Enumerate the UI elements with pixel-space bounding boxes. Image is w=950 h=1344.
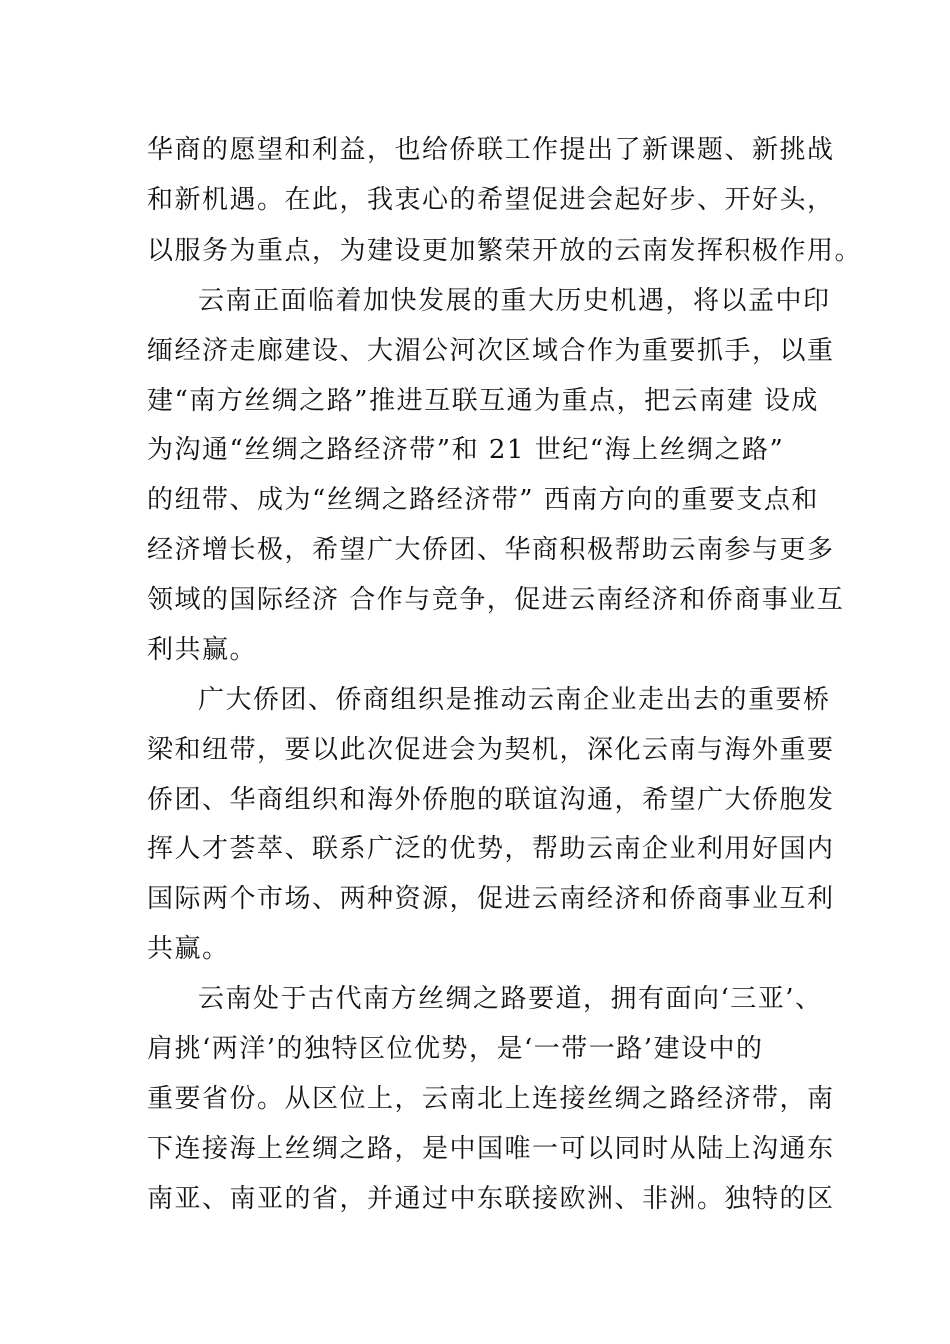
text-line: 梁和纽带，要以此次促进会为契机，深化云南与海外重要 [147, 735, 835, 765]
text-line: 挥人才荟萃、联系广泛的优势，帮助云南企业利用好国内 [147, 834, 835, 864]
text-line: 以服务为重点，为建设更加繁荣开放的云南发挥积极作用。 [147, 236, 863, 266]
text-line: 共赢。 [147, 934, 230, 964]
text-line: 为沟通“丝绸之路经济带”和 21 世纪“海上丝绸之路” [147, 435, 785, 465]
text-line: 领域的国际经济 合作与竞争，促进云南经济和侨商事业互 [147, 585, 845, 615]
text-line: 缅经济走廊建设、大湄公河次区域合作为重要抓手，以重 [147, 336, 835, 366]
text-line: 云南正面临着加快发展的重大历史机遇，将以孟中印 [198, 286, 831, 316]
text-line: 经济增长极，希望广大侨团、华商积极帮助云南参与更多 [147, 535, 835, 565]
text-line: 国际两个市场、两种资源，促进云南经济和侨商事业互利 [147, 884, 835, 914]
text-line: 侨团、华商组织和海外侨胞的联谊沟通，希望广大侨胞发 [147, 785, 835, 815]
text-line: 重要省份。从区位上，云南北上连接丝绸之路经济带，南 [147, 1084, 835, 1114]
text-line: 南亚、南亚的省，并通过中东联接欧洲、非洲。独特的区 [147, 1184, 835, 1214]
text-line: 广大侨团、侨商组织是推动云南企业走出去的重要桥 [198, 685, 831, 715]
text-line: 的纽带、成为“丝绸之路经济带” 西南方向的重要支点和 [147, 485, 819, 515]
text-line: 建“南方丝绸之路”推进互联互通为重点，把云南建 设成 [147, 386, 819, 416]
text-line: 利共赢。 [147, 635, 258, 665]
text-line: 云南处于古代南方丝绸之路要道，拥有面向‘三亚’、 [198, 984, 823, 1014]
text-line: 肩挑‘两洋’的独特区位优势，是‘一带一路’建设中的 [147, 1034, 764, 1064]
text-line: 下连接海上丝绸之路，是中国唯一可以同时从陆上沟通东 [147, 1134, 835, 1164]
text-line: 和新机遇。在此，我衷心的希望促进会起好步、开好头， [147, 185, 835, 215]
text-line: 华商的愿望和利益，也给侨联工作提出了新课题、新挑战 [147, 135, 835, 165]
